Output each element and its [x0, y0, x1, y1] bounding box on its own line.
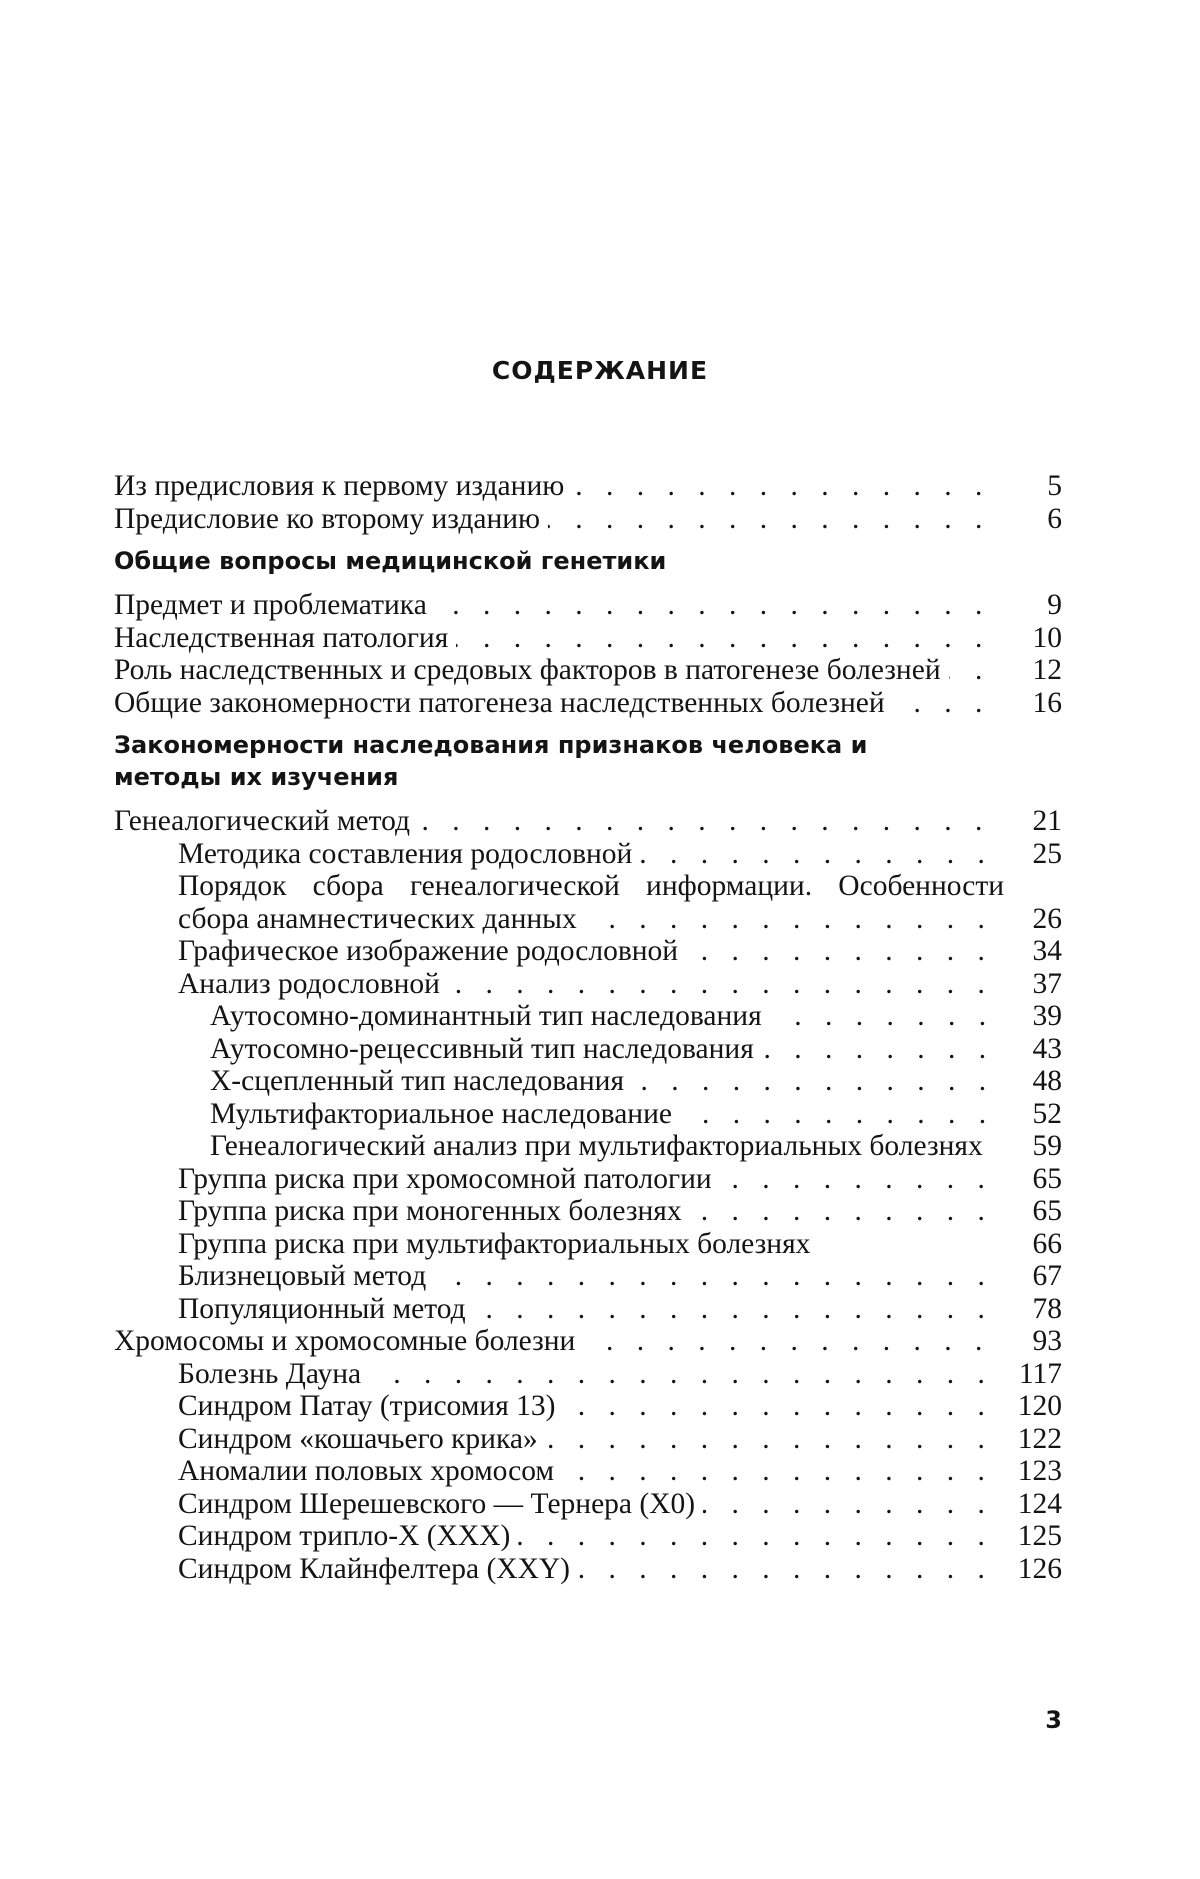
toc-entry-page: 37: [1032, 967, 1062, 1000]
toc-entry: [114, 1390, 1062, 1423]
toc-entry-text: Синдром трипло-X (XXX) . . .: [178, 1520, 1004, 1553]
toc-entry-page: 9: [1047, 589, 1062, 621]
toc-entry: [114, 1033, 1062, 1066]
toc-entry: [114, 589, 1062, 622]
toc-entry-page: 65: [1032, 1195, 1062, 1227]
toc-entry-text: Группа риска при хромосомной патологии . . .: [178, 1163, 1004, 1196]
toc-entry-page: 10: [1032, 621, 1062, 654]
toc-entry-page: 12: [1032, 654, 1062, 686]
toc-entry-page: 59: [1032, 1130, 1062, 1162]
toc-entry-page: 21: [1032, 805, 1062, 837]
toc-entry-text: Методика составления родословной . . .: [178, 838, 1004, 871]
toc-entry: [114, 1065, 1062, 1098]
toc-entry-text: Мультифакториальное наследование . . .: [210, 1098, 1004, 1131]
toc-entry: [114, 805, 1062, 838]
toc-entry-page: 65: [1032, 1162, 1062, 1195]
toc-entry-page: 125: [1017, 1520, 1062, 1552]
toc-entry: [114, 1488, 1062, 1521]
toc-entry-page: 126: [1017, 1552, 1062, 1585]
toc-entry: [114, 1553, 1062, 1586]
toc-entry-page: 67: [1032, 1260, 1062, 1292]
toc-entry-text: Синдром Шерешевского — Тернера (X0) . . .: [178, 1488, 1004, 1521]
toc-entry-page: 124: [1017, 1487, 1062, 1520]
toc-entry-text: Графическое изображение родословной . . .: [178, 935, 1004, 968]
toc-entry-page: 52: [1032, 1097, 1062, 1130]
toc-entry-text: Болезнь Дауна . . .: [178, 1358, 1004, 1391]
toc-entry: [114, 1228, 1062, 1261]
toc-entry-page: 39: [1032, 1000, 1062, 1032]
toc-entry: [114, 1000, 1062, 1033]
toc-entry-page: 48: [1032, 1065, 1062, 1097]
toc-entry-page: 5: [1047, 470, 1062, 502]
toc-entry-text: Из предисловия к первому изданию . . .: [114, 470, 1004, 503]
toc-entry-text: Анализ родословной . . .: [178, 968, 1004, 1001]
section-heading: Общие вопросы медицинской генетики: [114, 547, 667, 575]
toc-entry: [114, 687, 1062, 720]
toc-entry: [114, 1195, 1062, 1228]
toc-entry: [114, 1520, 1062, 1553]
toc-entry-text: Генеалогический анализ при мультифакториальных болезнях . . .: [210, 1130, 1004, 1163]
toc-entry: [114, 838, 1062, 871]
toc-entry: [114, 1130, 1062, 1163]
toc-entry: [114, 1293, 1062, 1326]
toc-entry-page: 123: [1017, 1455, 1062, 1487]
section-heading: Закономерности наследования признаков человека и методы их изучения: [114, 731, 868, 791]
toc-entry-page: 34: [1032, 935, 1062, 967]
toc-entry-page: 6: [1047, 502, 1062, 535]
toc-entry-text: Наследственная патология . . .: [114, 622, 1004, 655]
toc-entry-text: Популяционный метод . . .: [178, 1293, 1004, 1326]
toc-entry: [114, 935, 1062, 968]
toc-entry: [114, 1163, 1062, 1196]
toc-entry-text: Группа риска при моногенных болезнях . . .: [178, 1195, 1004, 1228]
toc-entry-text: Синдром Патау (трисомия 13) . . .: [178, 1390, 1004, 1423]
toc-entry-text: Группа риска при мультифакториальных болезнях: [178, 1228, 1004, 1261]
toc-entry: [114, 1325, 1062, 1358]
toc-entry-text: Синдром Клайнфелтера (XXY) . . .: [178, 1553, 1004, 1586]
toc-entry-page: 43: [1032, 1032, 1062, 1065]
toc-entry: [114, 470, 1062, 503]
toc-entry-page: 122: [1017, 1422, 1062, 1455]
toc-entry: [114, 503, 1062, 536]
toc-entry: [114, 1423, 1062, 1456]
toc-entry: [114, 968, 1062, 1001]
toc-entry: [114, 1260, 1062, 1293]
toc-entry-text: Аутосомно-доминантный тип наследования . . .: [210, 1000, 1004, 1033]
toc-entry-page: 120: [1017, 1390, 1062, 1422]
toc-entry-page: 16: [1032, 686, 1062, 719]
toc-entry-page: 25: [1032, 837, 1062, 870]
toc-title: СОДЕРЖАНИЕ: [491, 356, 709, 385]
toc-entry-text: Роль наследственных и средовых факторов в патогенезе болезней . . .: [114, 654, 1004, 687]
toc-entry-text: Порядок сбора генеалогической информации. Особенности сбора анамнестических данных . . .: [178, 870, 1004, 935]
toc-entry-text: Аномалии половых хромосом . . .: [178, 1455, 1004, 1488]
toc-entry-text: Аутосомно-рецессивный тип наследования . . .: [210, 1033, 1004, 1066]
toc-entry-text: X-сцепленный тип наследования . . .: [210, 1065, 1004, 1098]
toc-entry: [114, 870, 1062, 935]
toc-entry: [114, 1455, 1062, 1488]
toc-entry-page: 93: [1032, 1325, 1062, 1357]
toc-entry-text: Генеалогический метод . . .: [114, 805, 1004, 838]
toc-entry: [114, 1098, 1062, 1131]
toc-entry: [114, 654, 1062, 687]
toc-entry: [114, 1358, 1062, 1391]
toc-entry-text: Предмет и проблематика . . .: [114, 589, 1004, 622]
toc-entry-page: 78: [1032, 1292, 1062, 1325]
toc-entry-text: Близнецовый метод . . .: [178, 1260, 1004, 1293]
toc-entry-page: 117: [1018, 1357, 1062, 1390]
toc-entry-page: 66: [1032, 1227, 1062, 1260]
toc-entry: [114, 622, 1062, 655]
page-number: 3: [1045, 1706, 1062, 1734]
toc-entry-text: Общие закономерности патогенеза наследственных болезней . . .: [114, 687, 1004, 720]
toc-entry-text: Синдром «кошачьего крика» . . .: [178, 1423, 1004, 1456]
toc-entry-text: Хромосомы и хромосомные болезни . . .: [114, 1325, 1004, 1358]
table-of-contents: [114, 470, 1062, 1585]
toc-entry-text: Предисловие ко второму изданию . . .: [114, 503, 1004, 536]
toc-entry-page: 26: [1032, 902, 1062, 935]
